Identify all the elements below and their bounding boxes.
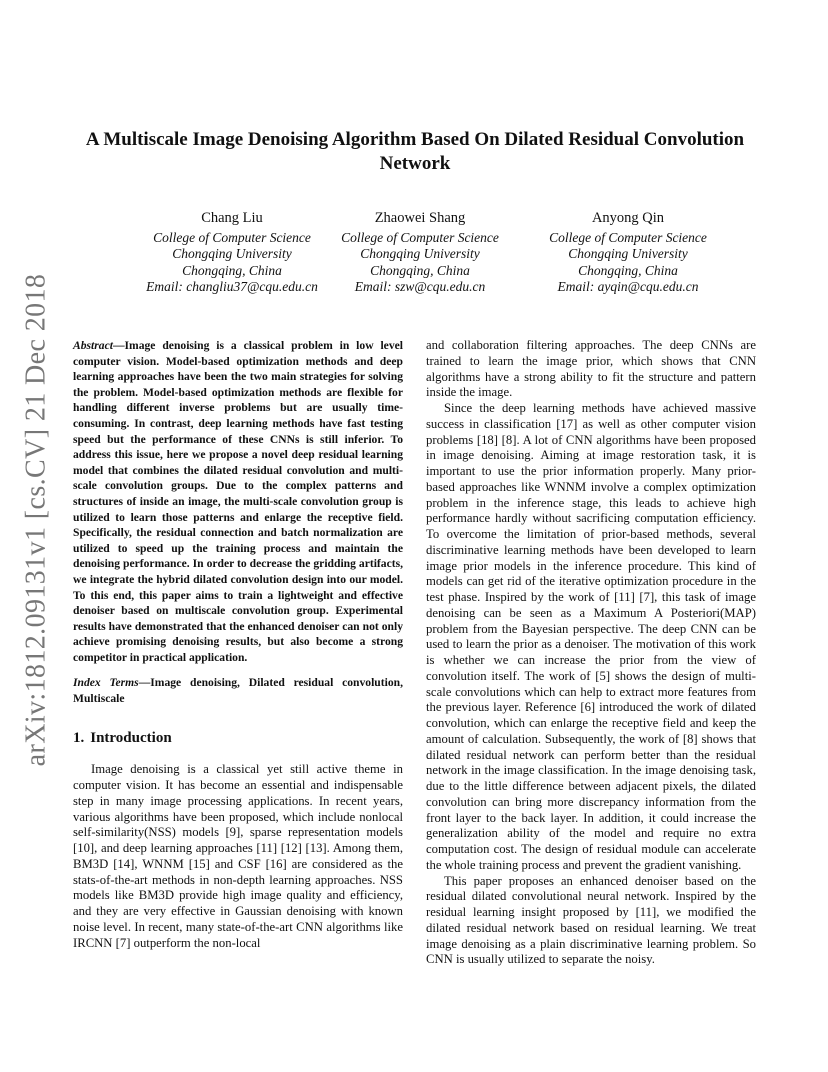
author-affiliation: College of Computer Science <box>549 229 707 245</box>
author-email: Email: ayqin@cqu.edu.cn <box>557 279 699 294</box>
author-block-2 <box>300 210 540 296</box>
author-affiliation: College of Computer Science <box>153 229 311 245</box>
author-affiliation: College of Computer Science <box>341 229 499 245</box>
abstract-label: Abstract <box>73 339 113 352</box>
author-location: Chongqing, China <box>182 262 282 278</box>
index-terms <box>73 675 403 706</box>
body-paragraph: and collaboration filtering approaches. The deep CNNs are trained to learn the image prior, which shows that CNN algorithms have a strong ability to fit the structure and pattern inside the image. <box>426 338 756 400</box>
abstract-text: —Image denoising is a classical problem in low level computer vision. Model-based optimization methods and deep learning approaches have been the two main strategies for solving the problem. Model-based optimization methods are flexible for handling different inverse problems but are usually time-consuming. In contrast, deep learning methods have fast testing speed but the performance of these CNNs is still inferior. To address this issue, here we propose a novel deep residual learning model that combines the dilated residual convolution and multi-scale convolution groups. Due to the complex patterns and structures of inside an image, the multi-scale convolution group is utilized to learn those patterns and enlarge the receptive field. Specifically, the residual connection and batch normalization are utilized to speed up the training process and maintain the denoising performance. In order to decrease the gridding artifacts, we integrate the hybrid dilated convolution design into our model. To this end, this paper aims to train a lightweight and effective denoiser based on multiscale convolution group. Experimental results have demonstrated that the enhanced denoiser can not only achieve promising denoising results, but also become a strong competitor in practical application. <box>73 339 403 664</box>
author-university: Chongqing University <box>568 246 688 261</box>
section-title: Introduction <box>90 729 172 746</box>
author-name: Chang Liu <box>201 210 263 226</box>
right-column <box>426 338 756 968</box>
body-paragraph: This paper proposes an enhanced denoiser based on the residual dilated convolutional neural network. Inspired by the residual learning insight proposed by [11], we modified the dilated residual network based on residual learning. We treat image denoising as a plain discriminative learning problem. So CNN is usually utilized to separate the noisy. <box>426 873 756 967</box>
body-paragraph: Since the deep learning methods have achieved massive success in classification [17] as well as other computer vision problems [18] [8]. A lot of CNN algorithms have been proposed in image denoising. Aiming at image restoration task, it is important to use the prior information properly. Many prior-based approaches like WNNM involve a complex optimization problem in the inference stage, this leads to achieve high performance hardly without sacrificing computation efficiency. To overcome the limitation of prior-based methods, several discriminative learning methods have been developed to learn image prior models in the inference procedure. This kind of models can get rid of the iterative optimization procedure in the test phase. Inspired by the work of [11] [7], this task of image denoising can be seen as a Maximum A Posteriori(MAP) problem from the Bayesian perspective. The deep CNN can be used to learn the prior as a denoiser. The motivation of this work is whether we can increase the prior from the view of convolution itself. The work of [5] shows the design of multi-scale convolutions which can help to extract more features from the previous layer. Reference [6] introduced the work of dilated convolution, which can enlarge the receptive field and keep the amount of calculation. Subsequently, the work of [8] shows that dilated residual network can perform better than the residual network in the image classification. In the image denoising task, due to the little difference between adjacent pixels, the dilated convolution can bring more discrepancy information from the front layer to the back layer. In addition, it could increase the generalization ability of the model and require no extra computation cost. The design of residual module can accelerate the whole training process and prevent the gradient vanishing. <box>426 401 756 872</box>
paper-title: A Multiscale Image Denoising Algorithm Based On Dilated Residual Convolution Network <box>85 129 745 174</box>
author-location: Chongqing, China <box>370 262 470 278</box>
abstract <box>73 338 403 665</box>
left-column <box>73 338 403 951</box>
index-terms-label: Index Terms <box>73 676 139 690</box>
arxiv-stamp-text: arXiv:1812.09131v1 [cs.CV] 21 Dec 2018 <box>20 273 51 767</box>
author-university: Chongqing University <box>172 246 292 261</box>
author-block-3 <box>508 210 748 296</box>
section-number: 1. <box>73 729 85 746</box>
author-name: Anyong Qin <box>591 210 665 226</box>
arxiv-identifier-stamp <box>14 273 58 767</box>
author-email: Email: changliu37@cqu.edu.cn <box>146 279 318 294</box>
author-location: Chongqing, China <box>578 262 678 278</box>
author-email: Email: szw@cqu.edu.cn <box>354 279 486 294</box>
author-name: Zhaowei Shang <box>374 210 466 226</box>
index-terms-text: —Image denoising, Dilated residual convolution, Multiscale <box>73 676 403 706</box>
body-paragraph: Image denoising is a classical yet still active theme in computer vision. It has become an essential and indispensable step in many image processing applications. In recent years, various algorithms have been proposed, which include nonlocal self-similarity(NSS) models [9], sparse representation models [10], and deep learning approaches [11] [12] [13]. Among them, BM3D [14], WNNM [15] and CSF [16] are considered as the stats-of-the-art methods in non-depth learning approaches. NSS models like BM3D provide high image quality and efficiency, and they are very effective in Gaussian denoising with known noise level. In recent, many state-of-the-art CNN algorithms like IRCNN [7] outperform the non-local <box>73 762 403 950</box>
author-university: Chongqing University <box>360 246 480 261</box>
section-heading <box>73 731 403 747</box>
